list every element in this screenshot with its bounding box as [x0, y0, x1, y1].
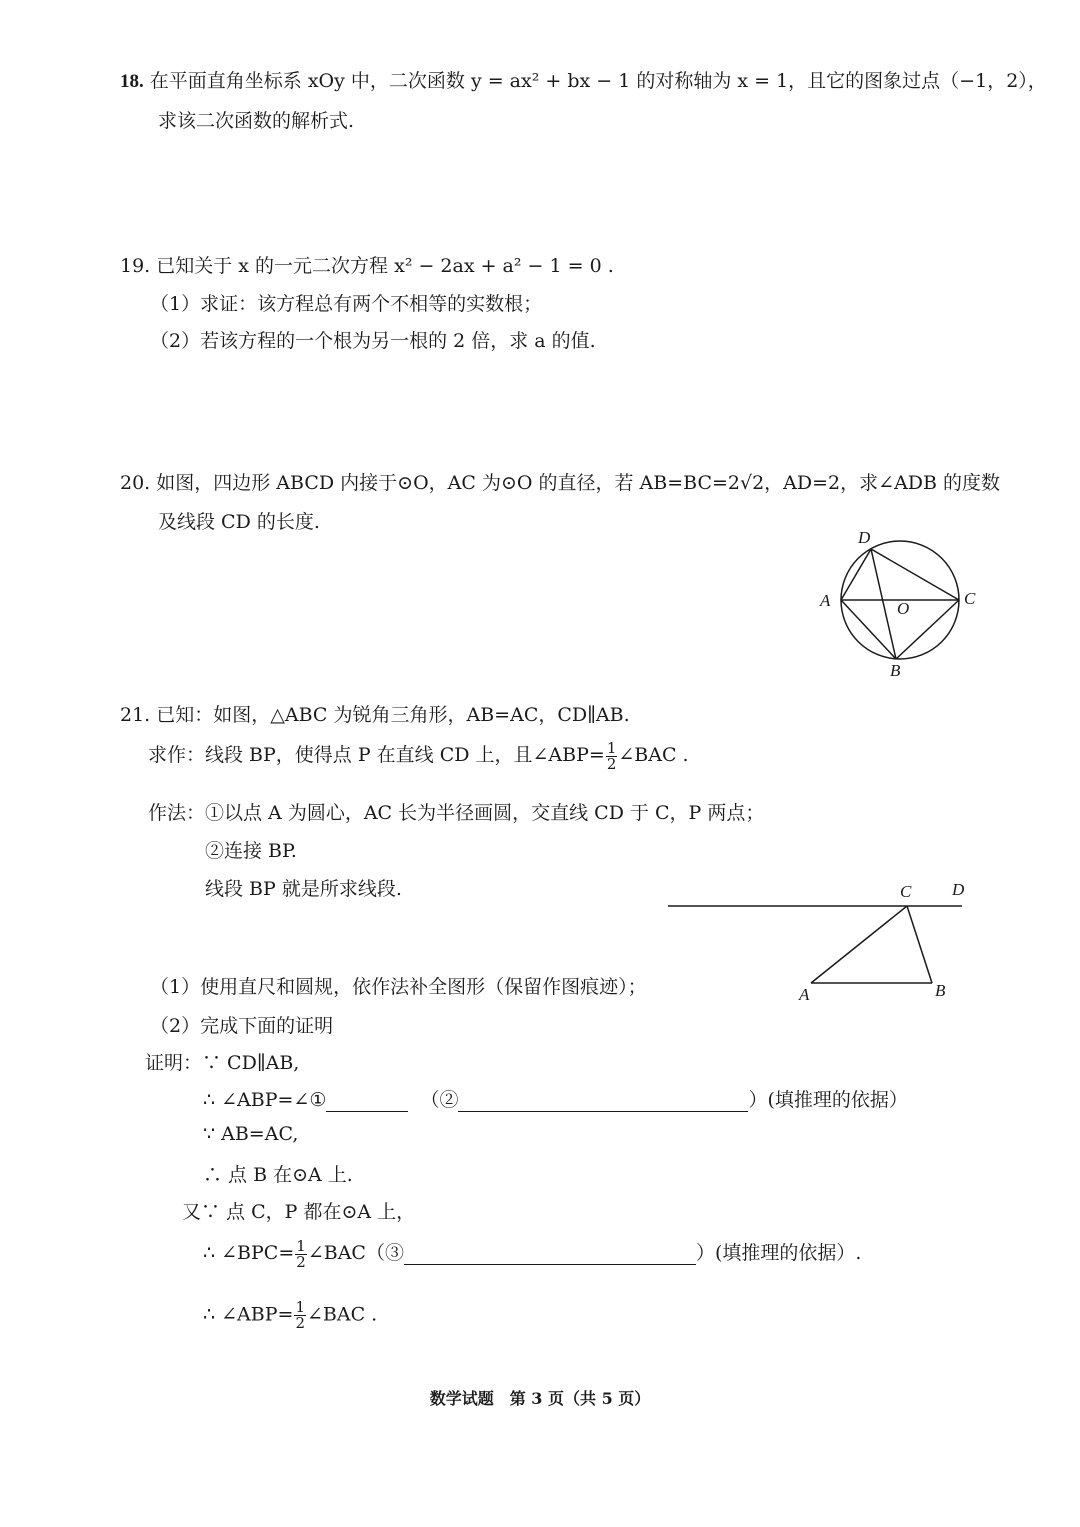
fraction-numerator: 1: [296, 1236, 306, 1255]
label-b: B: [890, 661, 901, 680]
label-o: O: [897, 599, 910, 618]
fraction-half: [295, 1236, 307, 1271]
q21-proof7: [203, 1300, 377, 1331]
fraction-numerator: 1: [295, 1298, 305, 1316]
q20-figure: [810, 525, 990, 685]
q21-proof1: [145, 1048, 299, 1075]
label-c: C: [964, 589, 976, 608]
label-d: D: [952, 880, 965, 899]
q18-text: 在平面直角坐标系 xOy 中，二次函数 y = ax² + bx − 1 的对称轴为 x = 1，且它的图象过点（−1，2），: [149, 70, 1047, 92]
q21-given: [120, 700, 630, 727]
q21-method1-text: ①以点 A 为圆心，AC 长为半径画圆，交直线 CD 于 C，P 两点；: [205, 802, 765, 824]
q20-text: 如图，四边形 ABCD 内接于⊙O，AC 为⊙O 的直径，若 AB=BC=2√2，AD=2，求∠ADB 的度数: [156, 472, 1001, 494]
segment-cb: [907, 906, 932, 983]
q21-proof7-suffix: ∠BAC .: [306, 1303, 378, 1326]
fraction-half: [606, 738, 618, 773]
q21-proof7-prefix: ∴ ∠ABP=: [203, 1303, 294, 1326]
q21-proof2-prefix: ∴ ∠ABP=∠①: [203, 1089, 327, 1111]
q21-proof1-text: ∵ CD∥AB,: [202, 1052, 300, 1074]
q21-proof6-mid: ∠BAC（③: [307, 1242, 404, 1264]
label-c: C: [900, 882, 912, 901]
q21-proof6-prefix: ∴ ∠BPC=: [203, 1242, 295, 1264]
fraction-denominator: 2: [296, 1252, 306, 1271]
q21-method-label: 作法：: [148, 802, 206, 824]
q18-line1: [120, 66, 1047, 93]
q21-given-text: 已知：如图，△ABC 为锐角三角形，AB=AC，CD∥AB.: [156, 704, 630, 726]
q20-number: 20.: [120, 472, 151, 494]
label-a: A: [799, 985, 810, 1004]
page-footer: 数学试题 第 3 页（共 5 页）: [429, 1389, 651, 1408]
q18-number: 18.: [120, 71, 144, 92]
q20-line2: 及线段 CD 的长度.: [158, 511, 320, 533]
blank-1[interactable]: [326, 1089, 408, 1112]
q21-figure: [660, 875, 980, 1010]
fraction-numerator: 1: [606, 738, 617, 757]
q19-part1: （1）求证：该方程总有两个不相等的实数根；: [150, 293, 543, 315]
label-b: B: [935, 981, 946, 1000]
fraction-half: [294, 1300, 306, 1331]
q21-proof-label: 证明：: [145, 1052, 203, 1074]
q21-proof6-suffix: ）(填推理的依据）.: [695, 1242, 862, 1264]
segment-db: [871, 549, 896, 659]
label-a: A: [820, 591, 831, 610]
q21-proof3: ∵ AB=AC,: [203, 1123, 299, 1145]
q19-text: 已知关于 x 的一元二次方程 x² − 2ax + a² − 1 = 0 .: [156, 255, 614, 277]
fraction-denominator: 2: [606, 754, 617, 773]
q20-line1: [120, 468, 1000, 495]
segment-ac: [811, 906, 907, 983]
q21-part1: （1）使用直尺和圆规，依作法补全图形（保留作图痕迹）；: [150, 976, 647, 998]
segment-dc: [871, 549, 959, 600]
q21-method1: [148, 798, 764, 825]
q21-number: 21.: [120, 704, 151, 726]
q19-stem: [120, 251, 614, 278]
q19-number: 19.: [120, 255, 151, 277]
q21-proof5: 又∵ 点 C，P 都在⊙A 上，: [182, 1201, 416, 1223]
q21-task-suffix: ∠BAC .: [618, 744, 689, 766]
fraction-denominator: 2: [295, 1314, 305, 1332]
label-d: D: [858, 528, 871, 547]
q21-part2: （2）完成下面的证明: [150, 1015, 334, 1037]
q18-line2: 求该二次函数的解析式.: [158, 110, 355, 132]
q21-proof2-mid: （②: [420, 1089, 459, 1111]
blank-2[interactable]: [458, 1089, 748, 1112]
q21-proof4: ∴ 点 B 在⊙A 上.: [203, 1164, 353, 1186]
q21-method3: 线段 BP 就是所求线段.: [205, 878, 402, 900]
blank-3[interactable]: [404, 1242, 696, 1265]
segment-ad: [841, 549, 871, 600]
q21-method2: ②连接 BP.: [205, 840, 297, 862]
q21-task-prefix: 求作：线段 BP，使得点 P 在直线 CD 上，且∠ABP=: [148, 744, 605, 766]
q21-proof2-suffix: ）(填推理的依据）: [748, 1089, 908, 1111]
q21-proof2: [203, 1085, 908, 1112]
q19-part2: （2）若该方程的一个根为另一根的 2 倍，求 a 的值.: [150, 330, 596, 352]
q21-task: [148, 740, 689, 772]
q21-proof6: [203, 1238, 861, 1270]
